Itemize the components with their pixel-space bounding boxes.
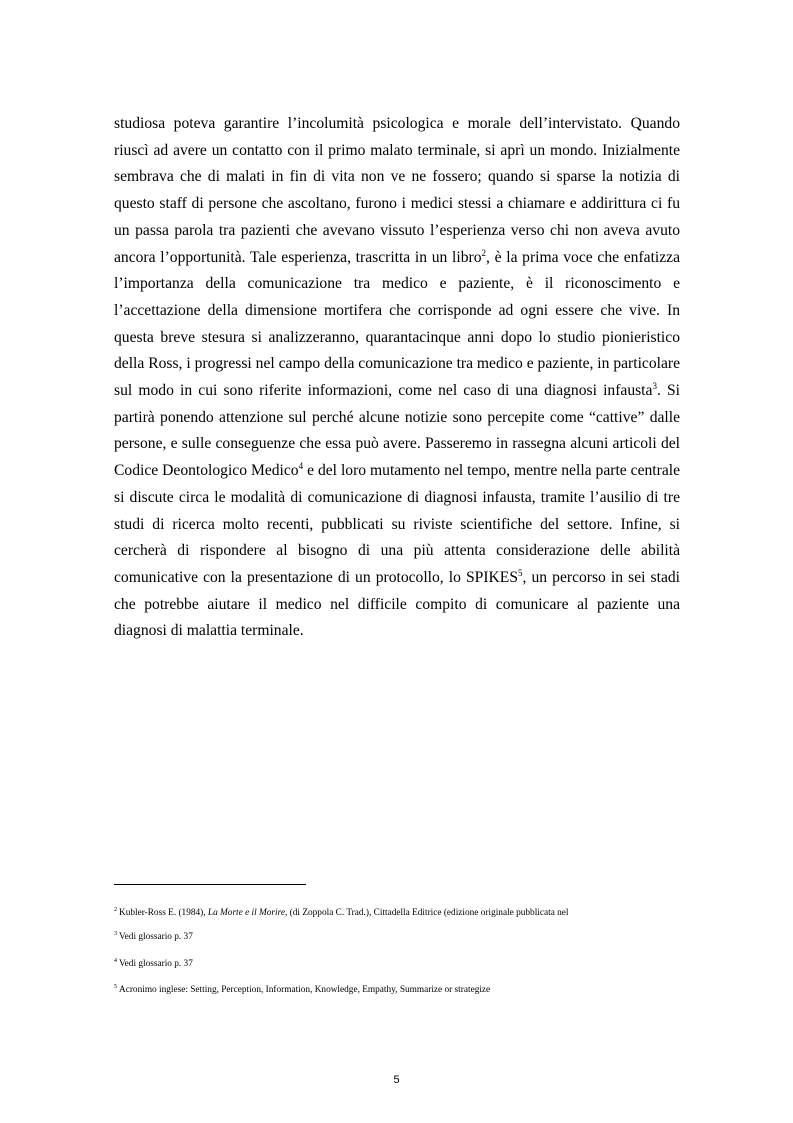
body-text-segment: . Si partirà ponendo attenzione sul perché alcune notizie sono percepite come “cattive” dalle persone, e sulle conseguenze che essa può avere. Passeremo in rassegna alcuni articoli del Codice Deontologico Medico bbox=[114, 382, 680, 480]
body-text-segment: , un percorso in sei stadi che potrebbe aiutare il medico nel difficile compito di comunicare al paziente una diagnosi di malattia terminale. bbox=[114, 568, 680, 640]
footnote-reference-3: 3 bbox=[652, 381, 657, 392]
footnote-5 bbox=[114, 984, 684, 996]
footnote-text: (di Zoppola C. Trad.), Cittadella Editrice (edizione originale pubblicata nel bbox=[287, 908, 569, 918]
footnote-reference-2: 2 bbox=[481, 247, 487, 258]
page-number: 5 bbox=[393, 1074, 400, 1086]
footnote-text: Vedi glossario p. 37 bbox=[119, 959, 193, 969]
footnote-mark: 3 bbox=[114, 931, 117, 937]
footnote-3 bbox=[114, 931, 684, 943]
footnote-book-title: La Morte e il Morire, bbox=[207, 908, 288, 918]
body-text-segment: e del loro mutamento nel tempo, mentre nella parte centrale si discute circa le modalità di comunicazione di diagnosi infausta, tramite l’ausilio di tre studi di ricerca molto recenti, pubblicati su riviste scientifiche del settore. Infine, si cercherà di rispondere al bisogno di una più attenta considerazione delle abilità comunicative con la presentazione di un protocollo, lo SPIKES bbox=[114, 462, 680, 586]
footnote-reference-4: 4 bbox=[298, 461, 304, 472]
footnote-reference-5: 5 bbox=[518, 567, 523, 578]
footnote-text: Vedi glossario p. 37 bbox=[119, 932, 193, 942]
body-paragraph bbox=[114, 111, 680, 645]
body-text-segment: studiosa poteva garantire l’incolumità psicologica e morale dell’intervistato. Quando riuscì ad avere un contatto con il primo malato terminale, si aprì un mondo. Inizialmente sembrava che di malati in fin di vita non ve ne fossero; quando si sparse la notizia di questo staff di persone che ascoltano, furono i medici stessi a chiamare e addirittura ci fu un passa parola tra pazienti che avevano vissuto l’esperienza verso chi non aveva avuto ancora l’opportunità. Tale esperienza, trascritta in un libro bbox=[114, 115, 680, 266]
footnote-2 bbox=[114, 907, 684, 919]
footnote-mark: 2 bbox=[114, 907, 117, 913]
footnote-mark: 4 bbox=[114, 958, 117, 964]
footnote-mark: 5 bbox=[114, 984, 117, 990]
footnote-text: Acronimo inglese: Setting, Perception, Information, Knowledge, Empathy, Summarize or strategize bbox=[119, 985, 491, 995]
footnote-4 bbox=[114, 958, 684, 970]
footnote-separator bbox=[114, 884, 306, 885]
body-text-segment: , è la prima voce che enfatizza l’importanza della comunicazione tra medico e paziente, è il riconoscimento e l’accettazione della dimensione mortifera che corrisponde ad ogni essere che vive. In questa breve stesura si analizzeranno, quarantacinque anni dopo lo studio pionieristico della Ross, i progressi nel campo della comunicazione tra medico e paziente, in particolare sul modo in cui sono riferite informazioni, come nel caso di una diagnosi infausta bbox=[114, 248, 680, 400]
footnote-text: Kubler-Ross E. (1984), bbox=[119, 908, 208, 918]
